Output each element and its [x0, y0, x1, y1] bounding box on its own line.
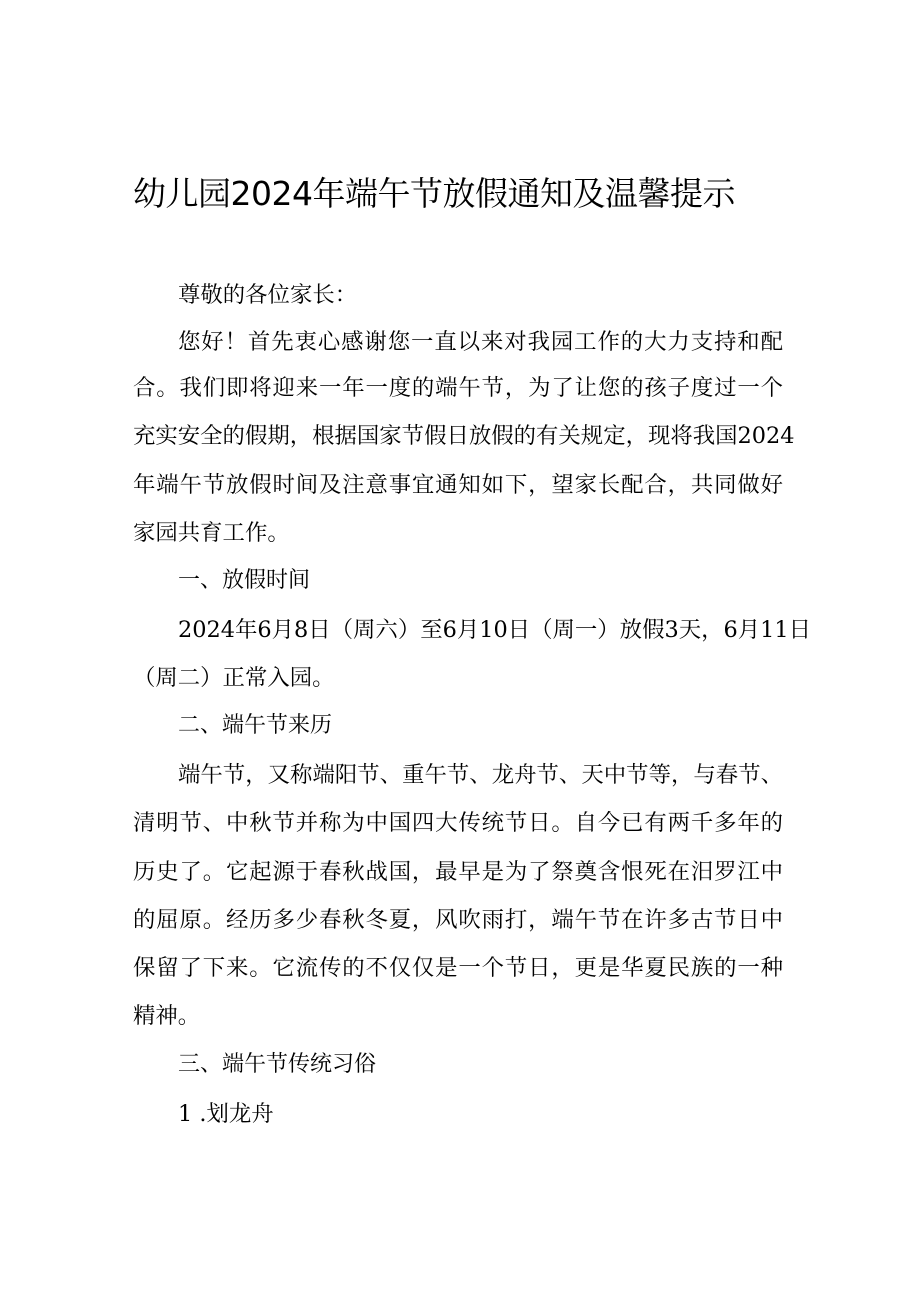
- list-item: 1 .划龙舟: [178, 1101, 274, 1127]
- salutation: 尊敬的各位家长：: [178, 282, 358, 308]
- section-heading-customs: 三、端午节传统习俗: [178, 1052, 377, 1077]
- section-heading-holiday-time: 一、放假时间: [178, 568, 311, 593]
- intro-line: 您好！首先衷心感谢您一直以来对我园工作的大力支持和配: [178, 329, 783, 355]
- section-line: 清明节、中秋节并称为中国四大传统节日。自今已有两千多年的: [133, 810, 783, 836]
- document-title: 幼儿园2024年端午节放假通知及温馨提示: [133, 174, 735, 213]
- intro-line: 充实安全的假期，根据国家节假日放假的有关规定，现将我国2024: [133, 423, 795, 449]
- section-line: 历史了。它起源于春秋战国，最早是为了祭奠含恨死在汨罗江中: [133, 859, 783, 885]
- section-line: 端午节，又称端阳节、重午节、龙舟节、天中节等，与春节、: [178, 762, 783, 788]
- section-line: 的屈原。经历多少春秋冬夏，风吹雨打，端午节在许多古节日中: [133, 907, 783, 933]
- intro-line: 家园共育工作。: [133, 520, 290, 546]
- section-line: 保留了下来。它流传的不仅仅是一个节日，更是华夏民族的一种: [133, 955, 783, 981]
- section-line: （周二）正常入园。: [133, 665, 335, 691]
- section-heading-origin: 二、端午节来历: [178, 713, 333, 738]
- section-line: 精神。: [133, 1003, 201, 1029]
- intro-line: 年端午节放假时间及注意事宜通知如下，望家长配合，共同做好: [133, 472, 783, 498]
- intro-line: 合。我们即将迎来一年一度的端午节，为了让您的孩子度过一个: [133, 375, 783, 401]
- section-line: 2024年6月8日（周六）至6月10日（周一）放假3天，6月11日: [178, 617, 812, 643]
